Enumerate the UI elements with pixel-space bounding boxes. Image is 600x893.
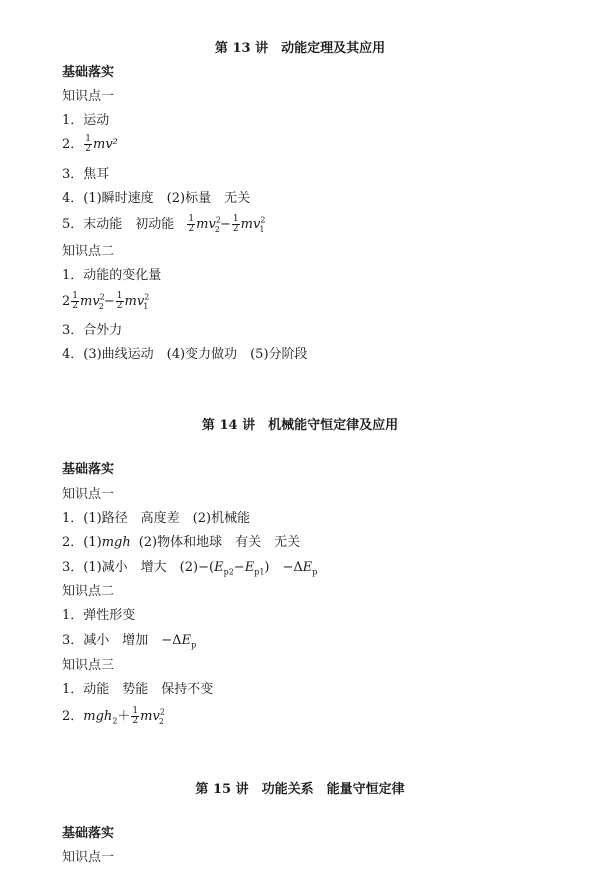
knowledge-point-2: 知识点二 [62,244,115,259]
answer-line: 1．弹性形变 [62,608,136,623]
fraction: $\frac{1}{2}$ [85,134,92,154]
fraction: $\frac{1}{2}$ [132,706,139,726]
answer-line: 3．减小 增加 $-\Delta E_p$ [62,633,197,650]
knowledge-point-1: 知识点一 [62,487,115,502]
answer-line: 2．(1)mgh (2)物体和地球 有关 无关 [62,535,301,550]
fraction: $\frac{1}{2}$ [232,214,239,234]
knowledge-point-3: 知识点三 [62,658,115,673]
answer-line: 1．动能的变化量 [62,268,162,283]
answer-line: 2 $\frac{1}{2}$ $mv^2_2-$ $\frac{1}{2}$ $mv^2_1$ [62,291,150,311]
basics-heading: 基础落实 [62,826,115,841]
fraction: $\frac{1}{2}$ [72,291,79,311]
basics-heading: 基础落实 [62,462,115,477]
lecture-15-title: 第 15 讲 功能关系 能量守恒定律 [195,782,405,797]
answer-line: 3．焦耳 [62,167,110,182]
answer-line: 5．末动能 初动能 $\frac{1}{2}$ $mv^2_2-$ $\frac{1}{2}$ $mv^2_1$ [62,214,266,234]
answer-line: 1．运动 [62,113,110,128]
answer-line: 1．(1)路径 高度差 (2)机械能 [62,511,251,526]
basics-heading: 基础落实 [62,65,115,80]
answer-line: 2．mgh$_2$＋ $\frac{1}{2}$ $mv^2_2$ [62,706,165,726]
lecture-14-title: 第 14 讲 机械能守恒定律及应用 [201,418,399,433]
knowledge-point-1: 知识点一 [62,89,115,104]
lecture-13-title: 第 13 讲 动能定理及其应用 [214,41,386,56]
answer-line: 4．(1)瞬时速度 (2)标量 无关 [62,191,251,206]
fraction: $\frac{1}{2}$ [116,291,123,311]
knowledge-point-1: 知识点一 [62,850,115,865]
answer-line: 3．(1)减小 增大 $(2)-(E_{p2}-E_{p1})$ $-\Delta E_p$ [62,560,318,577]
answer-line: 1．动能 势能 保持不变 [62,682,214,697]
answer-line: 4．(3)曲线运动 (4)变力做功 (5)分阶段 [62,347,308,362]
answer-line: 3．合外力 [62,323,123,338]
fraction: $\frac{1}{2}$ [188,214,195,234]
answer-line: 2． $\frac{1}{2}$ mv² [62,134,118,154]
knowledge-point-2: 知识点二 [62,584,115,599]
